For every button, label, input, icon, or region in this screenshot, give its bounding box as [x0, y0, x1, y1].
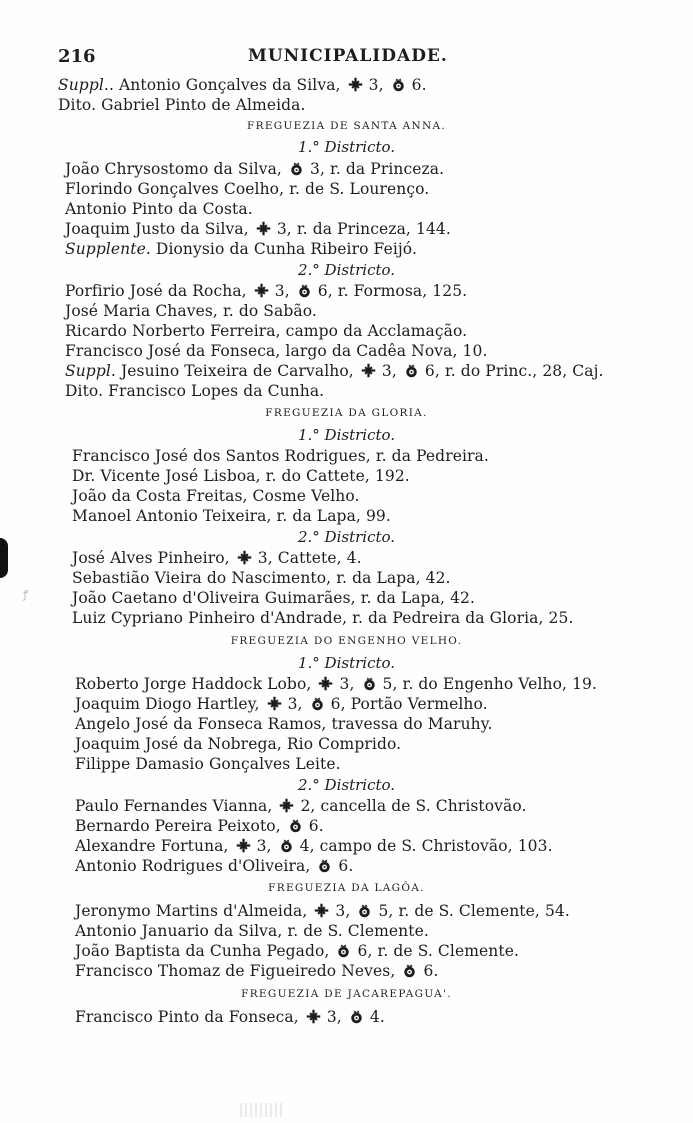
order-of-the-rose-icon: [391, 76, 406, 91]
entry-text: Antonio Januario da Silva, r. de S. Clemente.: [75, 922, 429, 940]
entry-text: 6, r. de S. Clemente.: [352, 942, 520, 960]
order-of-christ-cross-icon: [314, 902, 329, 917]
entry-text: Angelo José da Fonseca Ramos, travessa do Maruhy.: [75, 715, 493, 733]
directory-entry: [65, 300, 317, 322]
directory-entry: [72, 547, 362, 569]
entry-text: Jesuino Teixeira de Carvalho,: [115, 362, 359, 380]
parish-heading: FREGUEZIA DA LAGÔA.: [268, 882, 425, 894]
directory-entry: [58, 94, 306, 116]
entry-text: 4.: [364, 1008, 385, 1026]
entry-text: Luiz Cypriano Pinheiro d'Andrade, r. da Pedreira da Gloria, 25.: [72, 609, 574, 627]
entry-text: Ricardo Norberto Ferreira, campo da Acclamação.: [65, 322, 468, 340]
order-of-the-rose-icon: [288, 817, 303, 832]
entry-text: 6, r. Formosa, 125.: [312, 282, 468, 300]
district-heading: 2.° Districto.: [297, 776, 396, 794]
directory-entry: [75, 835, 553, 857]
district-heading: 1.° Districto.: [297, 654, 396, 672]
entry-text: Antonio Pinto da Costa.: [65, 200, 253, 218]
directory-entry: [65, 360, 604, 382]
running-title: MUNICIPALIDADE.: [248, 46, 448, 66]
entry-text: 3, r. da Princeza.: [305, 160, 445, 178]
parish-heading: FREGUEZIA DE JACAREPAGUA'.: [241, 988, 452, 1000]
parish-heading: FREGUEZIA DO ENGENHO VELHO.: [230, 635, 463, 647]
order-of-christ-cross-icon: [279, 797, 294, 812]
entry-text: Manoel Antonio Teixeira, r. da Lapa, 99.: [72, 507, 391, 525]
directory-entry: [72, 505, 391, 527]
directory-entry: [65, 280, 467, 302]
entry-text: João Caetano d'Oliveira Guimarães, r. da Lapa, 42.: [72, 589, 476, 607]
directory-entry: [75, 733, 401, 755]
entry-text: João da Costa Freitas, Cosme Velho.: [72, 487, 360, 505]
parish-heading: FREGUEZIA DE SANTA ANNA.: [247, 120, 446, 132]
entry-text: 2, cancella de S. Christovão.: [295, 797, 527, 815]
directory-entry: [75, 795, 527, 817]
entry-text: 3,: [363, 76, 389, 94]
entry-role-label: Supplente.: [65, 240, 151, 258]
order-of-the-rose-icon: [289, 160, 304, 175]
entry-text: 3, r. da Princeza, 144.: [271, 220, 451, 238]
directory-entry: [75, 673, 597, 695]
directory-entry: [75, 693, 488, 715]
directory-entry: [75, 855, 353, 877]
entry-text: 6.: [333, 857, 354, 875]
entry-text: Dito. Francisco Lopes da Cunha.: [65, 382, 325, 400]
entry-text: Francisco José dos Santos Rodrigues, r. da Pedreira.: [72, 447, 489, 465]
directory-entry: [72, 567, 451, 589]
entry-text: 3,: [334, 675, 360, 693]
entry-text: Antonio Rodrigues d'Oliveira,: [75, 857, 316, 875]
district-heading: 2.° Districto.: [297, 261, 396, 279]
order-of-the-rose-icon: [349, 1008, 364, 1023]
entry-text: 6.: [406, 76, 427, 94]
order-of-the-rose-icon: [402, 962, 417, 977]
order-of-christ-cross-icon: [256, 220, 271, 235]
entry-text: 5, r. do Engenho Velho, 19.: [377, 675, 598, 693]
directory-entry: [75, 1006, 385, 1028]
entry-text: 6.: [418, 962, 439, 980]
order-of-christ-cross-icon: [318, 675, 333, 690]
entry-text: Jeronymo Martins d'Almeida,: [75, 902, 313, 920]
directory-entry: [72, 445, 489, 467]
page-header: [58, 46, 628, 70]
order-of-christ-cross-icon: [267, 695, 282, 710]
directory-entry: [72, 587, 475, 609]
entry-text: José Maria Chaves, r. do Sabão.: [65, 302, 317, 320]
entry-text: 6, r. do Princ., 28, Caj.: [419, 362, 604, 380]
order-of-the-rose-icon: [317, 857, 332, 872]
entry-text: 3,: [330, 902, 356, 920]
entry-text: 3, Cattete, 4.: [252, 549, 362, 567]
entry-text: Francisco Pinto da Fonseca,: [75, 1008, 304, 1026]
district-heading: 1.° Districto.: [297, 426, 396, 444]
entry-text: Paulo Fernandes Vianna,: [75, 797, 278, 815]
entry-text: Dr. Vicente José Lisboa, r. do Cattete, 192.: [72, 467, 410, 485]
entry-text: 3,: [251, 837, 277, 855]
directory-entry: [65, 380, 324, 402]
entry-text: Florindo Gonçalves Coelho, r. de S. Lourenço.: [65, 180, 430, 198]
entry-text: 4, campo de S. Christovão, 103.: [294, 837, 553, 855]
entry-text: 6, Portão Vermelho.: [325, 695, 488, 713]
entry-text: Joaquim Diogo Hartley,: [75, 695, 265, 713]
order-of-the-rose-icon: [357, 902, 372, 917]
directory-entry: [72, 485, 360, 507]
entry-text: José Alves Pinheiro,: [72, 549, 235, 567]
entry-text: Joaquim José da Nobrega, Rio Comprido.: [75, 735, 402, 753]
order-of-christ-cross-icon: [361, 362, 376, 377]
directory-entry: [65, 340, 487, 362]
directory-entry: [75, 940, 519, 962]
directory-entry: [72, 607, 574, 629]
directory-entry: [65, 158, 444, 180]
directory-entry: [65, 320, 467, 342]
order-of-christ-cross-icon: [236, 837, 251, 852]
directory-entry: [65, 218, 451, 240]
entry-text: Filippe Damasio Gonçalves Leite.: [75, 755, 341, 773]
order-of-christ-cross-icon: [237, 549, 252, 564]
page-number: 216: [58, 46, 96, 67]
directory-entry: [65, 238, 417, 260]
parish-heading: FREGUEZIA DA GLORIA.: [265, 407, 428, 419]
order-of-christ-cross-icon: [306, 1008, 321, 1023]
order-of-the-rose-icon: [279, 837, 294, 852]
entry-text: 3,: [269, 282, 295, 300]
entry-role-label: Suppl.: [58, 76, 109, 94]
directory-entry: [75, 900, 570, 922]
entry-text: Porfirio José da Rocha,: [65, 282, 252, 300]
order-of-the-rose-icon: [362, 675, 377, 690]
directory-entry: [75, 920, 429, 942]
entry-text: Francisco Thomaz de Figueiredo Neves,: [75, 962, 401, 980]
entry-role-label: Suppl.: [65, 362, 116, 380]
directory-entry: [72, 465, 410, 487]
entry-text: Bernardo Pereira Peixoto,: [75, 817, 286, 835]
entry-text: 3,: [376, 362, 402, 380]
entry-text: Dionysio da Cunha Ribeiro Feijó.: [150, 240, 417, 258]
entry-text: João Chrysostomo da Silva,: [65, 160, 287, 178]
entry-text: 3,: [282, 695, 308, 713]
entry-text: Alexandre Fortuna,: [75, 837, 234, 855]
stray-ink-mark: ꝭ: [23, 588, 29, 601]
order-of-the-rose-icon: [336, 942, 351, 957]
directory-entry: [75, 753, 341, 775]
entry-text: 5, r. de S. Clemente, 54.: [373, 902, 570, 920]
entry-text: . Antonio Gonçalves da Silva,: [108, 76, 346, 94]
entry-text: João Baptista da Cunha Pegado,: [75, 942, 335, 960]
order-of-the-rose-icon: [297, 282, 312, 297]
directory-entry: [65, 178, 429, 200]
directory-entry: [75, 713, 493, 735]
order-of-the-rose-icon: [310, 695, 325, 710]
directory-entry: [58, 74, 427, 96]
entry-text: Dito. Gabriel Pinto de Almeida.: [58, 96, 306, 114]
district-heading: 1.° Districto.: [297, 138, 396, 156]
directory-entry: [65, 198, 253, 220]
order-of-the-rose-icon: [404, 362, 419, 377]
directory-entry: [75, 960, 438, 982]
order-of-christ-cross-icon: [254, 282, 269, 297]
entry-text: Roberto Jorge Haddock Lobo,: [75, 675, 317, 693]
entry-text: Sebastião Vieira do Nascimento, r. da Lapa, 42.: [72, 569, 451, 587]
district-heading: 2.° Districto.: [297, 528, 396, 546]
order-of-christ-cross-icon: [348, 76, 363, 91]
entry-text: 6.: [303, 817, 324, 835]
entry-text: 3,: [321, 1008, 347, 1026]
entry-text: Francisco José da Fonseca, largo da Cadêa Nova, 10.: [65, 342, 488, 360]
bottom-ink-smudge: [240, 1103, 282, 1117]
entry-text: Joaquim Justo da Silva,: [65, 220, 254, 238]
directory-entry: [75, 815, 324, 837]
